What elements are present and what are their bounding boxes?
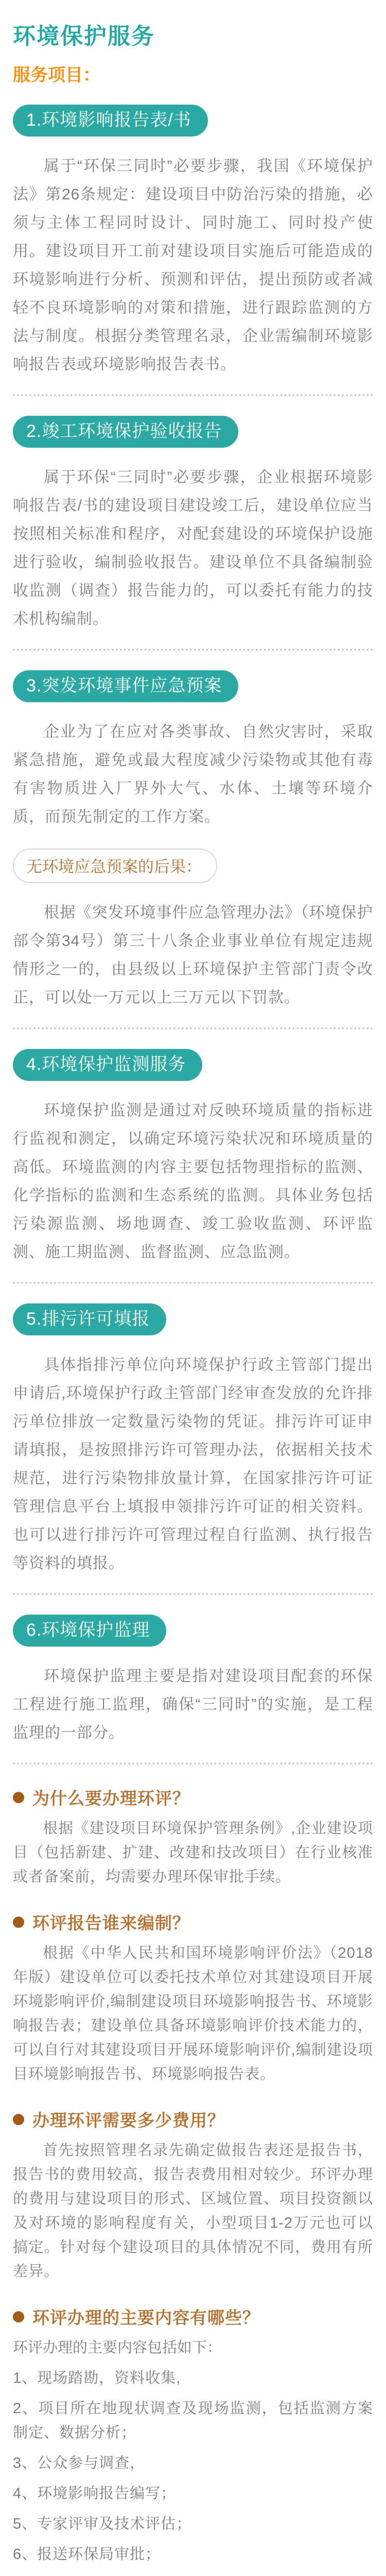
bullet-icon — [13, 2114, 24, 2125]
faq-list-intro: 环评办理的主要内容包括如下： — [13, 2340, 222, 2356]
service-pill-3: 3.突发环境事件应急预案 — [13, 670, 238, 702]
service-pill-2: 2.竣工环境保护验收报告 — [13, 416, 238, 448]
dotted-divider — [13, 1282, 373, 1284]
faq-list-item: 6、报送环保局审批； — [13, 2546, 161, 2563]
service-paragraph: 环境保护监理主要是指对建设项目配套的环保工程进行施工监理，确保“三同时”的实施，是工程监理的一部分。 — [13, 1668, 373, 1741]
service-paragraph: 根据《突发环境事件应急管理办法》（环境保护部令第34号）第三十八条企业事业单位有规定违规情形之一的，由县级以上环境保护主管部门责令改正，可以处一万元以上三万元以下罚款。 — [13, 904, 373, 1006]
service-pill-4: 4.环境保护监测服务 — [13, 1049, 202, 1081]
faq-question-1 — [13, 1785, 373, 1809]
faq-list-item: 3、公众参与调查， — [13, 2455, 146, 2471]
page-subtitle: 服务项目： — [13, 65, 100, 85]
faq-list-item: 4、环境影响报告编写； — [13, 2485, 177, 2502]
faq-answer: 根据《中华人民共和国环境影响评价法》（2018年版）建设单位可以委托技术单位对其建设项目开展环境影响评价,编制建设项目环境影响报告书、环境影响报告表；建设单位具备环境影响评价技术能力的，可以自行对其建设项目开展环境影响评价,编制建设项目环境影响报告书、环境影响报告表。 — [13, 1945, 373, 2082]
faq-question-text: 为什么要办理环评？ — [32, 1789, 190, 1808]
page-title: 环境保护服务 — [13, 24, 155, 49]
dotted-divider — [13, 1593, 373, 1595]
bullet-icon — [13, 1917, 24, 1928]
service-section-2 — [13, 409, 373, 651]
faq-question-text: 环评办理的主要内容有哪些？ — [32, 2308, 260, 2327]
service-section-6 — [13, 1607, 373, 1765]
service-paragraph: 具体指排污单位向环境保护行政主管部门提出申请后,环境保护行政主管部门经审查发放的允许排污单位排放一定数量污染物的凭证。排污许可证申请填报，是按照排污许可管理办法，依据相关技术规范，进行污染物排放量计算，在国家排污许可证管理信息平台上填报申领排污许可证的相关资料。也可以进行排污许可管理过程自行监测、执行报告等资料的填报。 — [13, 1357, 373, 1572]
service-pill-6: 6.环境保护监理 — [13, 1615, 166, 1647]
faq-question-4 — [13, 2304, 373, 2329]
service-paragraph: 企业为了在应对各类事故、自然灾害时，采取紧急措施，避免或最大程度减少污染物或其他有毒有害物质进入厂界外大气、水体、土壤等环境介质，而预先制定的工作方案。 — [13, 723, 373, 825]
faq-list-item — [13, 2573, 373, 2576]
faq-answer: 首先按照管理名录先确定做报告表还是报告书，报告书的费用较高，报告表费用相对较少。环评办理的费用与建设项目的形式、区域位置、项目投资额以及对环境的影响程度有关，小型项目1-2万元也可以搞定。针对每个建设项目的具体情况不同，费用有所差异。 — [13, 2142, 373, 2280]
dotted-divider — [13, 649, 373, 651]
service-section-1 — [13, 97, 373, 396]
faq-list-item: 5、专家评审及技术评估； — [13, 2516, 192, 2532]
dotted-divider — [13, 1762, 373, 1765]
bullet-icon — [13, 2311, 24, 2323]
faq-answer: 根据《建设项目环境保护管理条例》,企业建设项目（包括新建、扩建、改建和技改项目）在行业核准或者备案前，均需要办理环保审批手续。 — [13, 1820, 373, 1885]
faq-list-item: 2、项目所在地现状调查及现场监测，包括监测方案制定、数据分析； — [13, 2400, 373, 2441]
dotted-divider — [13, 1027, 373, 1029]
service-paragraph: 环境保护监测是通过对反映环境质量的指标进行监视和测定，以确定环境污染状况和环境质量的高低。环境监测的内容主要包括物理指标的监测、化学指标的监测和生态系统的监测。具体业务包括污染源监测、场地调查、竣工验收监测、环评监测、施工期监测、监督监测、应急监测。 — [13, 1102, 373, 1261]
faq-list-item: 1、现场踏勘，资料收集, — [13, 2370, 181, 2386]
service-section-3 — [13, 663, 373, 1029]
faq-question-2 — [13, 1910, 373, 1934]
dotted-divider — [13, 394, 373, 396]
faq-question-text: 环评报告谁来编制？ — [32, 1913, 190, 1933]
callout-box: 无环境应急预案的后果： — [13, 849, 217, 883]
service-section-5 — [13, 1296, 373, 1595]
faq-section — [13, 1785, 373, 2576]
service-section-4 — [13, 1042, 373, 1284]
bullet-icon — [13, 1792, 24, 1803]
faq-question-3 — [13, 2107, 373, 2131]
service-paragraph: 属于环保“三同时”必要步骤，企业根据环境影响报告表/书的建设项目建设竣工后，建设单位应当按照相关标准和程序，对配套建设的环境保护设施进行验收，编制验收报告。建设单位不具备编制验收监测（调查）报告能力的，可以委托有能力的技术机构编制。 — [13, 469, 373, 628]
service-pill-1: 1.环境影响报告表/书 — [13, 105, 208, 137]
faq-question-text: 办理环评需要多少费用？ — [32, 2111, 225, 2130]
service-pill-5: 5.排污许可填报 — [13, 1303, 166, 1335]
service-paragraph: 属于“环保三同时”必要步骤，我国《环境保护法》第26条规定：建设项目中防治污染的措施，必须与主体工程同时设计、同时施工、同时投产使用。建设项目开工前对建设项目实施后可能造成的环境影响进行分析、预测和评估，提出预防或者减轻不良环境影响的对策和措施，进行跟踪监测的方法与制度。根据分类管理名录，企业需编制环境影响报告表或环境影响报告表书。 — [13, 158, 373, 373]
